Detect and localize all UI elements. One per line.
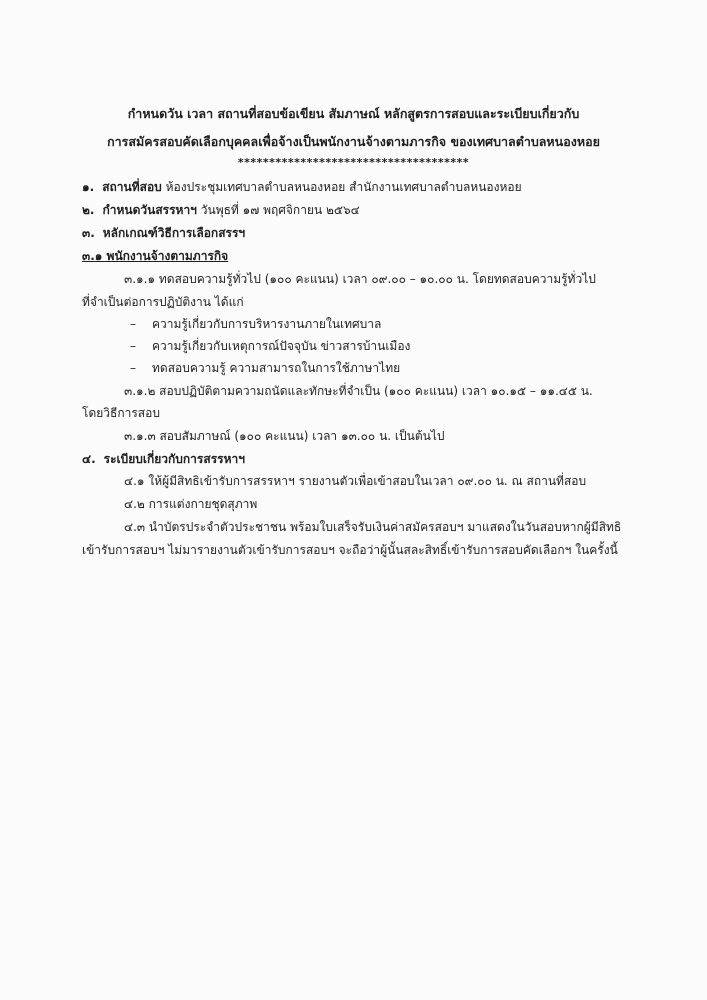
section-1-text: ห้องประชุมเทศบาลตำบลหนองหอย สำนักงานเทศบาลตำบลหนองหอย bbox=[165, 180, 522, 194]
document-title-line-2: การสมัครสอบคัดเลือกบุคคลเพื่อจ้างเป็นพนักงานจ้างตามภารกิจ ของเทศบาลตำบลหนองหอย bbox=[107, 134, 600, 149]
section-2-text: วันพุธที่ ๑๗ พฤศจิกายน ๒๕๖๔ bbox=[200, 203, 360, 217]
section-3-label: หลักเกณฑ์วิธีการเลือกสรรฯ bbox=[102, 226, 246, 240]
item-3-1-2-line-2: โดยวิธีการสอบ bbox=[82, 406, 160, 420]
item-4-2: ๔.๒ การแต่งกายชุดสุภาพ bbox=[124, 497, 258, 511]
item-3-1-2-line-1: ๓.๑.๒ สอบปฏิบัติตามความถนัดและทักษะที่จำเป็น (๑๐๐ คะแนน) เวลา ๑๐.๑๕ – ๑๑.๔๕ น. bbox=[124, 384, 593, 398]
document-title-line-1: กำหนดวัน เวลา สถานที่สอบข้อเขียน สัมภาษณ์ หลักสูตรการสอบและระเบียบเกี่ยวกับ bbox=[127, 106, 580, 121]
bullet-text: ความรู้เกี่ยวกับเหตุการณ์ปัจจุบัน ข่าวสารบ้านเมือง bbox=[152, 339, 411, 353]
section-1 bbox=[82, 179, 522, 195]
section-1-label: สถานที่สอบ bbox=[102, 180, 162, 194]
section-4-label: ระเบียบเกี่ยวกับการสรรหาฯ bbox=[103, 452, 245, 466]
bullet-text: ทดสอบความรู้ ความสามารถในการใช้ภาษาไทย bbox=[152, 361, 401, 375]
bullet-dash: – bbox=[130, 317, 136, 331]
section-2-label: กำหนดวันสรรหาฯ bbox=[102, 203, 197, 217]
section-3 bbox=[82, 225, 245, 241]
section-4-number: ๔. bbox=[82, 452, 96, 466]
section-2-number: ๒. bbox=[82, 203, 95, 217]
item-3-1-1-line-2: ที่จำเป็นต่อการปฏิบัติงาน ได้แก่ bbox=[82, 295, 244, 309]
section-3-number: ๓. bbox=[82, 226, 95, 240]
bullet-text: ความรู้เกี่ยวกับการบริหารงานภายในเทศบาล bbox=[152, 317, 382, 331]
bullet-dash: – bbox=[130, 339, 136, 353]
section-4 bbox=[82, 451, 245, 467]
bullet-dash: – bbox=[130, 361, 136, 375]
section-3-1-heading: ๓.๑ พนักงานจ้างตามภารกิจ bbox=[82, 249, 229, 263]
section-2 bbox=[82, 202, 360, 218]
item-4-3-line-1: ๔.๓ นำบัตรประจำตัวประชาชน พร้อมใบเสร็จรับเงินค่าสมัครสอบฯ มาแสดงในวันสอบหากผู้มีสิทธิ bbox=[124, 520, 622, 534]
bullet-item bbox=[130, 316, 381, 332]
item-3-1-1-line-1: ๓.๑.๑ ทดสอบความรู้ทั่วไป (๑๐๐ คะแนน) เวลา ๐๙.๐๐ – ๑๐.๐๐ น. โดยทดสอบความรู้ทั่วไป bbox=[124, 272, 596, 286]
bullet-item bbox=[130, 338, 410, 354]
bullet-item bbox=[130, 360, 400, 376]
item-3-1-3: ๓.๑.๓ สอบสัมภาษณ์ (๑๐๐ คะแนน) เวลา ๑๓.๐๐ น. เป็นต้นไป bbox=[124, 429, 445, 443]
section-1-number: ๑. bbox=[82, 180, 95, 194]
title-separator: ************************************* bbox=[237, 156, 470, 169]
item-4-1: ๔.๑ ให้ผู้มีสิทธิเข้ารับการสรรหาฯ รายงานตัวเพื่อเข้าสอบในเวลา ๐๙.๐๐ น. ณ สถานที่สอบ bbox=[124, 474, 587, 488]
item-4-3-line-2: เข้ารับการสอบฯ ไม่มารายงานตัวเข้ารับการสอบฯ จะถือว่าผู้นั้นสละสิทธิ์เข้ารับการสอบคัดเลือกฯ ในครั้งนี้ bbox=[82, 543, 618, 557]
